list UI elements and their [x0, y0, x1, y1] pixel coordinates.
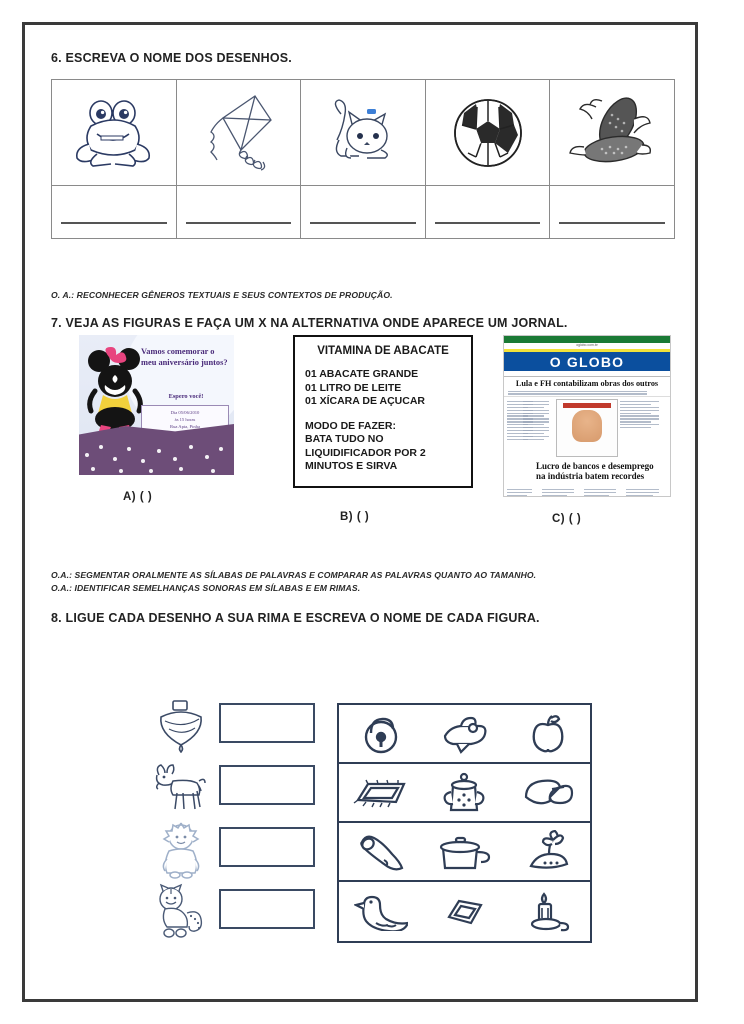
pillow-icon[interactable]	[513, 768, 583, 818]
recipe-spacer	[305, 409, 461, 420]
soap-icon[interactable]	[429, 887, 499, 937]
worksheet-content	[37, 35, 689, 995]
newspaper-body	[504, 396, 670, 459]
exercise-8-left-column	[147, 695, 327, 945]
exercise-7-figures	[37, 335, 689, 530]
rug-icon[interactable]	[346, 768, 416, 818]
worksheet-page-frame	[22, 22, 698, 1002]
newspaper-photo-subject	[572, 410, 602, 442]
newspaper-deck	[504, 391, 670, 395]
invitation-subline: Espero você!	[168, 393, 204, 400]
recipe-figure[interactable]	[293, 335, 473, 488]
newspaper-site-url: oglobo.com.br	[504, 343, 670, 349]
newspaper-headline-2	[504, 459, 670, 483]
kite-drawing	[177, 80, 301, 186]
exercise-6-table	[51, 79, 675, 239]
duck-icon[interactable]	[346, 887, 416, 937]
newspaper-headline-2-line-1: Lucro de bancos e desemprego	[536, 461, 654, 472]
exercise-6-answer-1[interactable]	[52, 186, 176, 238]
objective-2-line-1: O.A.: SEGMENTAR ORALMENTE AS SÍLABAS DE PALAVRAS E COMPARAR AS PALAVRAS QUANTO AO TAMANHO.	[51, 570, 537, 580]
newspaper-column-mid-left	[523, 399, 553, 441]
invitation-polka-dots	[79, 423, 234, 475]
exercise-6-answer-3[interactable]	[301, 186, 425, 238]
lion-doll-drawing	[153, 821, 209, 879]
recipe-method-step: MINUTOS E SIRVA	[305, 460, 398, 472]
exercise-8-item-3	[147, 819, 327, 881]
newspaper-headline-2-line-2: na indústria batem recordes	[536, 471, 645, 482]
newspaper-green-bar	[504, 336, 670, 343]
exercise-8-answer-box-3[interactable]	[219, 827, 315, 867]
soccer-ball-drawing	[426, 80, 550, 186]
corn-drawing	[550, 80, 674, 186]
tiger-drawing	[153, 883, 209, 941]
option-b-checkbox[interactable]: B) ( )	[340, 511, 370, 523]
writing-rule	[310, 222, 416, 224]
writing-rule	[435, 222, 541, 224]
teapot-icon[interactable]	[429, 768, 499, 818]
goat-drawing	[153, 759, 209, 817]
exercise-8-matching-area	[147, 695, 607, 945]
writing-rule	[61, 222, 167, 224]
exercise-8-item-1	[147, 695, 327, 757]
exercise-8-answer-box-4[interactable]	[219, 889, 315, 929]
birthday-invitation-figure[interactable]	[79, 335, 234, 475]
spinning-top-drawing	[153, 697, 209, 755]
newspaper-masthead	[504, 352, 670, 371]
invitation-headline: Vamos comemorar o meu aniversário juntos?	[141, 347, 228, 367]
airplane-icon[interactable]	[429, 709, 499, 759]
option-a-checkbox[interactable]: A) ( )	[123, 491, 153, 503]
newspaper-figure[interactable]	[503, 335, 671, 497]
exercise-6-cell-3	[301, 80, 426, 238]
objective-1-text: O. A.: RECONHECER GÊNEROS TEXTUAIS E SEUS CONTEXTOS DE PRODUÇÃO.	[51, 290, 393, 300]
apple-icon[interactable]	[513, 709, 583, 759]
exercise-8-answer-box-1[interactable]	[219, 703, 315, 743]
recipe-method-step: BATA TUDO NO	[305, 433, 384, 445]
exercise-8-panel-row-3	[339, 823, 590, 882]
invitation-date-line-1: Dia 05/06/2010	[170, 410, 200, 415]
exercise-8-answer-box-2[interactable]	[219, 765, 315, 805]
padlock-icon[interactable]	[346, 709, 416, 759]
exercise-6-cell-5	[550, 80, 674, 238]
newspaper-column-right	[620, 399, 664, 430]
recipe-ingredient: 01 XÍCARA DE AÇUCAR	[305, 395, 425, 407]
exercise-6-answer-2[interactable]	[177, 186, 301, 238]
exercise-8-panel-row-2	[339, 764, 590, 823]
writing-rule	[559, 222, 665, 224]
newspaper-photo-caption-bar	[563, 403, 611, 408]
option-c-checkbox[interactable]: C) ( )	[552, 513, 582, 525]
frog-drawing	[52, 80, 176, 186]
exercise-8-panel-row-1	[339, 705, 590, 764]
invitation-date-line-2: às 15 horas	[174, 417, 196, 422]
recipe-title: VITAMINA DE ABACATE	[317, 345, 449, 357]
exercise-8-heading: 8. LIGUE CADA DESENHO A SUA RIMA E ESCREVA O NOME DE CADA FIGURA.	[51, 611, 540, 625]
exercise-6-cell-1	[52, 80, 177, 238]
invitation-date-line-3: Rua Apta, Pinha	[170, 424, 200, 429]
newspaper-masthead-text: O GLOBO	[549, 353, 625, 370]
exercise-7-heading: 7. VEJA AS FIGURAS E FAÇA UM X NA ALTERNATIVA ONDE APARECE UM JORNAL.	[51, 316, 568, 330]
newspaper-photo	[556, 399, 618, 457]
objective-2-line-2: O.A.: IDENTIFICAR SEMELHANÇAS SONORAS EM SÍLABAS E EM RIMAS.	[51, 583, 361, 593]
recipe-ingredient: 01 LITRO DE LEITE	[305, 381, 402, 394]
recipe-method-step: LIQUIDIFICADOR POR 2	[305, 446, 426, 459]
pot-icon[interactable]	[429, 827, 499, 877]
exercise-8-item-2	[147, 757, 327, 819]
recipe-ingredient: 01 ABACATE GRANDE	[305, 368, 419, 380]
exercise-8-right-panel	[337, 703, 592, 943]
candle-icon[interactable]	[513, 887, 583, 937]
iron-icon[interactable]	[513, 827, 583, 877]
exercise-8-panel-row-4	[339, 882, 590, 941]
exercise-6-answer-5[interactable]	[550, 186, 674, 238]
exercise-6-answer-4[interactable]	[426, 186, 550, 238]
exercise-6-heading: 6. ESCREVA O NOME DOS DESENHOS.	[51, 51, 292, 65]
exercise-8-item-4	[147, 881, 327, 943]
exercise-6-cell-2	[177, 80, 302, 238]
writing-rule	[186, 222, 292, 224]
cat-drawing	[301, 80, 425, 186]
finger-icon[interactable]	[346, 827, 416, 877]
exercise-6-cell-4	[426, 80, 551, 238]
newspaper-headline-1: Lula e FH contabilizam obras dos outros	[515, 379, 659, 388]
recipe-method-title: MODO DE FAZER:	[305, 419, 396, 432]
newspaper-bottom-columns	[504, 483, 670, 497]
